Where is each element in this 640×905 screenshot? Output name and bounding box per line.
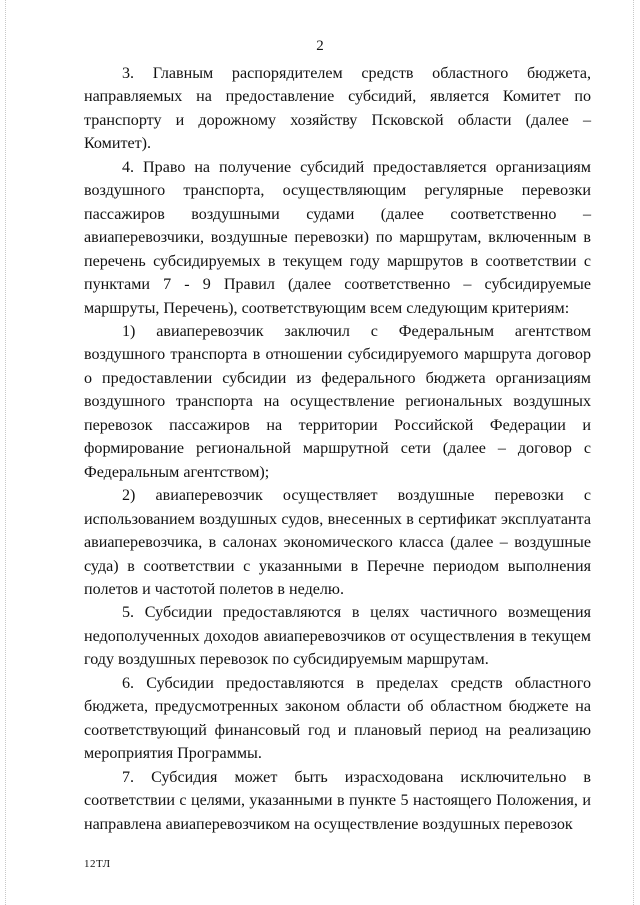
paragraph-4: 4. Право на получение субсидий предоставляется организациям воздушного транспорта, осуществляющим регулярные перевозки пассажиров воздушными судами (далее соответственно – авиаперевозчики, воздушные перевозки) по маршрутам, включенным в перечень субсидируемых в текущем году маршрутов в соответствии с пунктами 7 - 9 Правил (далее соответственно – субсидируемые маршруты, Перечень), соответствующим всем следующим критериям: bbox=[84, 158, 591, 317]
page-number: 2 bbox=[316, 38, 324, 54]
paragraph-4-criterion-1: 1) авиаперевозчик заключил с Федеральным агентством воздушного транспорта в отношении субсидируемого маршрута договор о предоставлении субсидии из федерального бюджета организациям воздушного транспорта на осуществление региональных воздушных перевозок пассажиров на территории Российской Федерации и формирование региональной маршрутной сети (далее – договор с Федеральным агентством); bbox=[84, 322, 591, 481]
paragraph-3: 3. Главным распорядителем средств областного бюджета, направляемых на предоставление субсидий, является Комитет по транспорту и дорожному хозяйству Псковской области (далее – Комитет). bbox=[84, 65, 591, 153]
page-left-edge bbox=[5, 0, 7, 905]
footer-code: 12ТЛ bbox=[84, 858, 111, 870]
page-right-edge bbox=[633, 0, 635, 905]
paragraph-6: 6. Субсидии предоставляются в пределах средств областного бюджета, предусмотренных законом области об областном бюджете на соответствующий финансовый год и плановый период на реализацию мероприятия Программы. bbox=[84, 674, 591, 763]
paragraph-4-criterion-2: 2) авиаперевозчик осуществляет воздушные перевозки с использованием воздушных судов, внесенных в сертификат эксплуатанта авиаперевозчика, в салонах экономического класса (далее – воздушные суда) в соответствии с указанными в Перечне периодом выполнения полетов и частотой полетов в неделю. bbox=[84, 487, 591, 598]
paragraph-5: 5. Субсидии предоставляются в целях частичного возмещения недополученных доходов авиаперевозчиков от осуществления в текущем году воздушных перевозок по субсидируемым маршрутам. bbox=[84, 604, 591, 669]
document-body bbox=[84, 62, 591, 836]
paragraph-7: 7. Субсидия может быть израсходована исключительно в соответствии с целями, указанными в пункте 5 настоящего Положения, и направлена авиаперевозчиком на осуществление воздушных перевозок bbox=[84, 768, 591, 833]
